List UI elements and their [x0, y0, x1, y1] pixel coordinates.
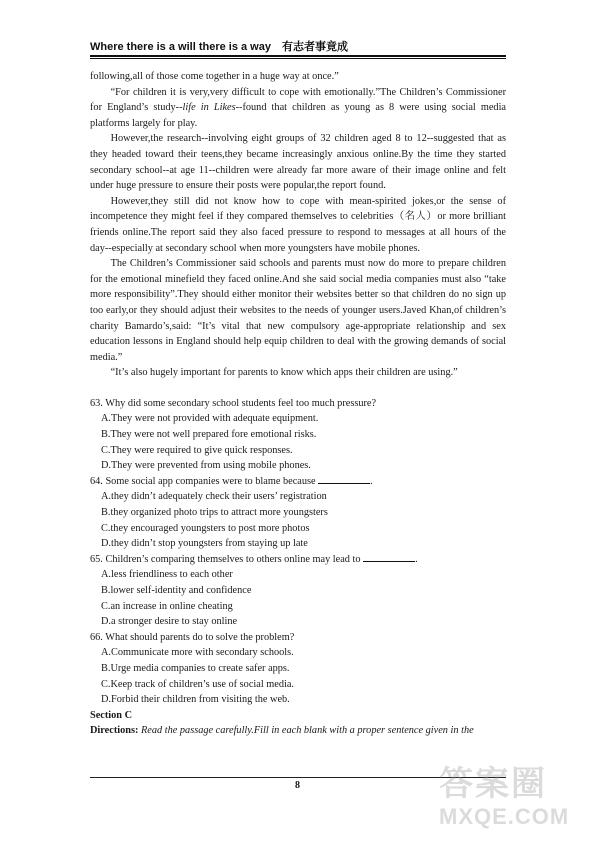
- question-stem: [90, 552, 506, 568]
- page-number: 8: [295, 780, 300, 791]
- passage-paragraph: The Children’s Commissioner said schools and parents must now do more to prepare children for the emotional minefield they faced online.And she said social media companies must also “take more responsibility”.They should either monitor their websites better so that children do no sign up too early,or they should adjust their websites to the needs of younger users.Javed Khan,of children’s charity Bamardo’s,said: “It’s vital that new compulsory age-appropriate relationship and sex education lessons in England should help equip children to deal with the growing demands of social media.”: [90, 258, 506, 363]
- question-64: [90, 474, 506, 552]
- answer-option[interactable]: D.a stronger desire to stay online: [101, 616, 238, 628]
- passage-paragraph: following,all of those come together in a huge way at once.”: [90, 71, 339, 82]
- section-directions: [90, 723, 506, 739]
- question-66: [90, 630, 506, 708]
- header-motto-english: Where there is a will there is a way: [90, 41, 271, 53]
- question-stem: 63. Why did some secondary school students feel too much pressure?: [90, 397, 377, 409]
- answer-option[interactable]: C.Keep track of children’s use of social media.: [101, 678, 295, 690]
- page-content: [90, 69, 506, 739]
- answer-option[interactable]: D.Forbid their children from visiting the web.: [101, 694, 290, 706]
- header-rule-thin: [90, 58, 506, 59]
- question-stem-text: 65. Children’s comparing themselves to others online may lead to: [90, 553, 364, 565]
- stem-suffix: .: [415, 553, 418, 565]
- passage-paragraph: However,they still did not know how to cope with mean-spirited jokes,or the sense of incompetence they might feel if they compared themselves to celebrities（名人）or more brilliant friends online.The report said they also faced pressure to respond to messages at all hours of the day--especially at secondary school when more youngsters have mobile phones.: [90, 195, 506, 254]
- answer-option[interactable]: B.lower self-identity and confidence: [101, 585, 252, 596]
- passage-text: --found that children as young as 8 were using social media platforms largely for play.: [90, 102, 507, 129]
- answer-option[interactable]: B.They were not well prepared fore emotional risks.: [101, 429, 317, 441]
- answer-option[interactable]: C.an increase in online cheating: [101, 600, 233, 612]
- section-title: Section C: [90, 709, 133, 721]
- answer-option[interactable]: A.Communicate more with secondary schools.: [101, 647, 294, 659]
- page-header: [90, 38, 506, 54]
- question-stem-text: 64. Some social app companies were to blame because: [90, 475, 319, 487]
- directions-text: Read the passage carefully.Fill in each blank with a proper sentence given in the: [138, 725, 474, 737]
- answer-option[interactable]: A.they didn’t adequately check their users’ registration: [101, 491, 327, 503]
- watermark-brand: 答案圈: [439, 765, 547, 803]
- spacer: [90, 381, 506, 396]
- question-stem: 66. What should parents do to solve the problem?: [90, 631, 295, 643]
- stem-suffix: .: [370, 475, 373, 487]
- passage-paragraph: However,the research--involving eight groups of 32 children aged 8 to 12--suggested that as they headed toward their teens,they became increasingly anxious online.By the time they started secondary school--at age 11--children were already far more aware of their image online and felt under huge pressure to ensure their posts were popular,the report found.: [90, 133, 506, 192]
- answer-option[interactable]: D.They were prevented from using mobile phones.: [101, 460, 311, 472]
- header-motto-chinese: 有志者事竟成: [282, 41, 349, 53]
- directions-label: Directions:: [90, 725, 139, 737]
- answer-option[interactable]: B.Urge media companies to create safer apps.: [101, 662, 290, 674]
- watermark-url: MXQE.COM: [439, 804, 570, 829]
- study-title: life in Likes: [182, 102, 236, 114]
- header-rule: [90, 55, 506, 57]
- answer-option[interactable]: A.less friendliness to each other: [101, 569, 233, 581]
- passage-paragraph: [90, 85, 506, 132]
- question-stem: [90, 474, 506, 490]
- answer-option[interactable]: C.they encouraged youngsters to post more photos: [101, 522, 310, 534]
- passage-paragraph: “It’s also hugely important for parents to know which apps their children are using.”: [110, 367, 458, 379]
- passage-text: “For children it is very,very difficult to cope with emotionally.”The Children’s Commissioner for England’s study--: [90, 86, 506, 114]
- question-63: [90, 396, 506, 474]
- answer-blank[interactable]: [318, 474, 370, 484]
- answer-blank[interactable]: [363, 552, 415, 562]
- watermark-logo: [439, 764, 589, 832]
- question-65: [90, 552, 506, 630]
- answer-option[interactable]: B.they organized photo trips to attract more youngsters: [101, 507, 328, 519]
- footer-rule: [90, 777, 506, 778]
- answer-option[interactable]: C.They were required to give quick responses.: [101, 444, 293, 456]
- answer-option[interactable]: A.They were not provided with adequate equipment.: [101, 413, 319, 425]
- answer-option[interactable]: D.they didn’t stop youngsters from staying up late: [101, 538, 308, 550]
